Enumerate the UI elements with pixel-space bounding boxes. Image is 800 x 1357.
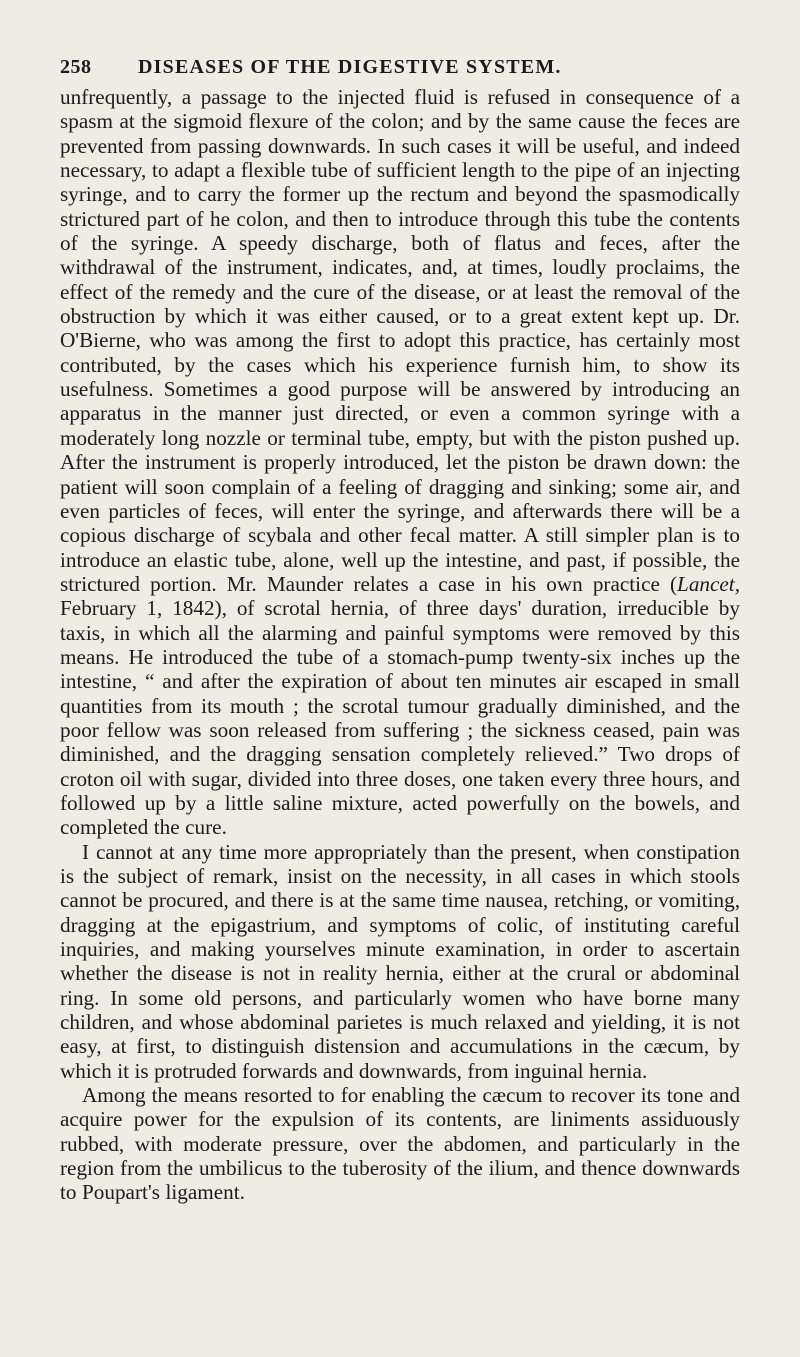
running-header: [0, 56, 800, 80]
paragraph-3: Among the means resorted to for enabling the cæcum to recover its tone and acquire power for the expulsion of its contents, are liniments assiduously rubbed, with moderate pressure, over the abdomen, and particularly in the region from the umbilicus to the tuberosity of the ilium, and thence downwards to Poupart's ligament.: [60, 1083, 740, 1205]
paragraph-1-text-after: February 1, 1842), of scrotal hernia, of three days' duration, irreducible by taxis, in which all the alarming and painful symptoms were removed by this means. He introduced the tube of a stomach-pump twenty-six inches up the intestine, “ and after the expiration of about ten minutes air escaped in small quantities from its mouth ; the scrotal tumour gradually diminished, and the poor fellow was soon released from suffering ; the sickness ceased, pain was diminished, and the dragging sensation completely relieved.” Two drops of croton oil with sugar, divided into three doses, one taken every three hours, and followed up by a little saline mixture, acted powerfully on the bowels, and completed the cure.: [60, 596, 740, 840]
running-title: DISEASES OF THE DIGESTIVE SYSTEM.: [138, 56, 562, 78]
paragraph-1-text-before: unfrequently, a passage to the injected fluid is refused in consequence of a spasm at the sigmoid flexure of the colon; and by the same cause the feces are prevented from passing downwards. In such cases it will be useful, and indeed necessary, to adapt a flexible tube of sufficient length to the pipe of an injecting syringe, and to carry the former up the rectum and beyond the spasmodically strictured part of he colon, and then to introduce through this tube the contents of the syringe. A speedy discharge, both of flatus and feces, after the withdrawal of the instrument, indicates, and, at times, loudly proclaims, the effect of the remedy and the cure of the disease, or at least the removal of the obstruction by which it was either caused, or to a great extent kept up. Dr. O'Bierne, who was among the first to adopt this practice, has certainly most contributed, by the cases which his experience furnish him, to show its usefulness. Sometimes a good purpose will be answered by introducing an apparatus in the manner just directed, or even a common syringe with a moderately long nozzle or terminal tube, empty, but with the piston pushed up. After the instrument is properly introduced, let the piston be drawn down: the patient will soon complain of a feeling of dragging and sinking; some air, and even particles of feces, will enter the syringe, and afterwards there will be a copious discharge of scybala and other fecal matter. A still simpler plan is to introduce an elastic tube, alone, well up the intestine, and past, if possible, the strictured portion. Mr. Maunder relates a case in his own practice (: [60, 85, 740, 596]
journal-title-italic: Lancet,: [677, 571, 740, 596]
paragraph-2: I cannot at any time more appropriately than the present, when constipation is the subject of remark, insist on the necessity, in all cases in which stools cannot be procured, and there is at the same time nausea, retching, or vomiting, dragging at the epigastrium, and symptoms of colic, of instituting careful inquiries, and making yourselves minute examination, in order to ascertain whether the disease is not in reality hernia, either at the crural or abdominal ring. In some old persons, and particularly women who have borne many children, and whose abdominal parietes is much relaxed and yielding, it is not easy, at first, to distinguish distension and accumulations in the cæcum, by which it is protruded forwards and downwards, from inguinal hernia.: [60, 839, 740, 1083]
body-text: [60, 85, 740, 1205]
page-number: 258: [60, 56, 92, 78]
paragraph-1: [60, 85, 740, 840]
